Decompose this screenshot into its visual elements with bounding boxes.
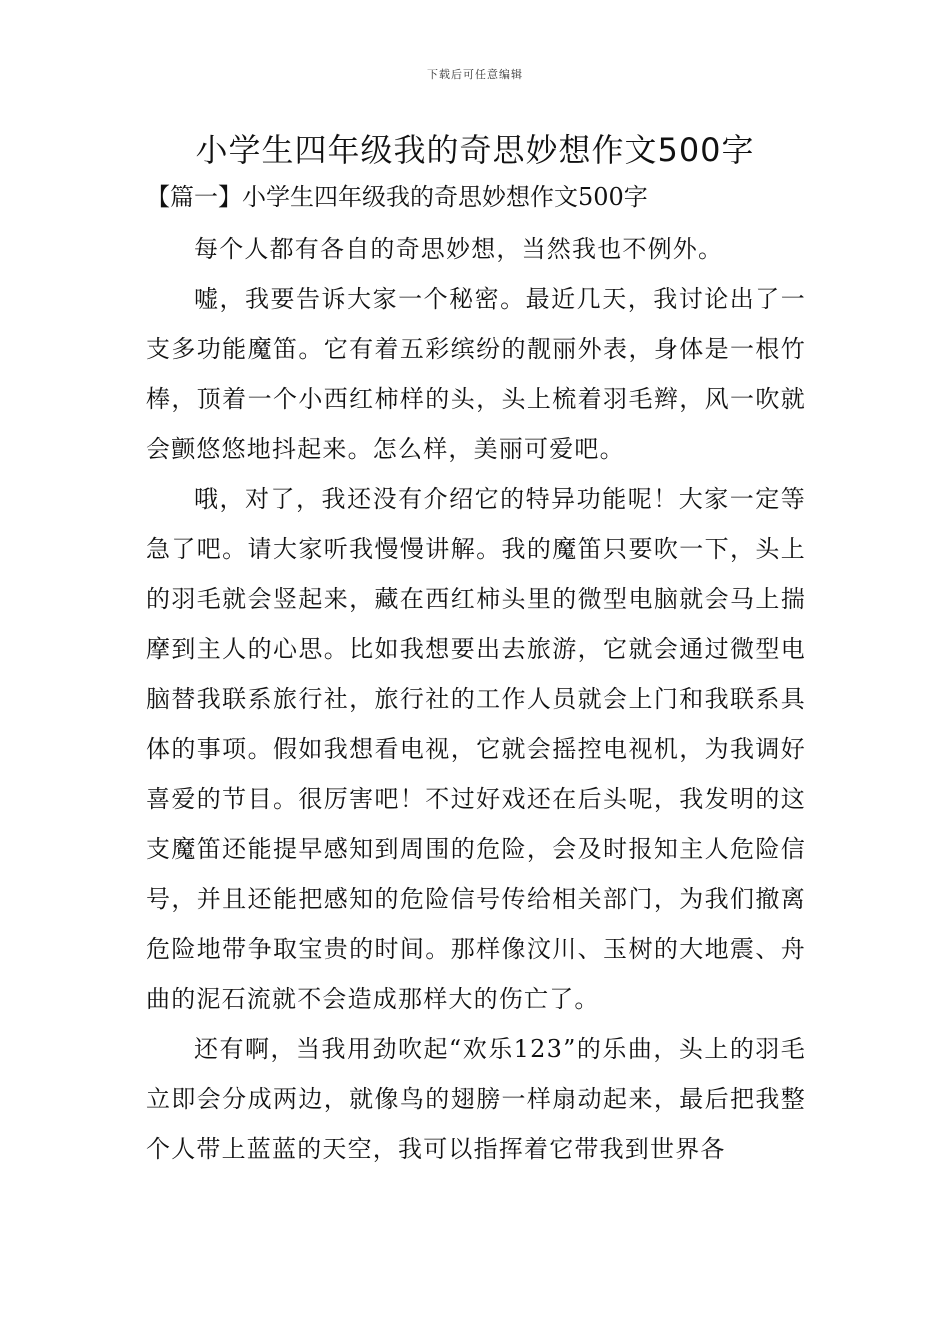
header-note: 下载后可任意编辑 — [427, 68, 523, 81]
paragraph: 哦，对了，我还没有介绍它的特异功能呢！大家一定等急了吧。请大家听我慢慢讲解。我的魔笛只要吹一下，头上的羽毛就会竖起来，藏在西红柿头里的微型电脑就会马上揣摩到主人的心思。比如我想要出去旅游，它就会通过微型电脑替我联系旅行社，旅行社的工作人员就会上门和我联系具体的事项。假如我想看电视，它就会摇控电视机，为我调好喜爱的节目。很厉害吧！不过好戏还在后头呢，我发明的这支魔笛还能提早感知到周围的危险，会及时报知主人危险信号，并且还能把感知的危险信号传给相关部门，为我们撤离危险地带争取宝贵的时间。那样像汶川、玉树的大地震、舟曲的泥石流就不会造成那样大的伤亡了。 — [146, 485, 806, 1013]
paragraph: 每个人都有各自的奇思妙想，当然我也不例外。 — [194, 235, 724, 263]
essay-body — [146, 224, 806, 1174]
paragraph: 还有啊，当我用劲吹起“欢乐123”的乐曲，头上的羽毛立即会分成两边，就像鸟的翅膀一样扇动起来，最后把我整个人带上蓝蓝的天空，我可以指挥着它带我到世界各 — [146, 1035, 806, 1163]
paragraph: 嘘，我要告诉大家一个秘密。最近几天，我讨论出了一支多功能魔笛。它有着五彩缤纷的靓丽外表，身体是一根竹棒，顶着一个小西红柿样的头，头上梳着羽毛辫，风一吹就会颤悠悠地抖起来。怎么样，美丽可爱吧。 — [146, 285, 806, 463]
document-title: 小学生四年级我的奇思妙想作文500字 — [195, 131, 755, 169]
section-heading: 【篇一】小学生四年级我的奇思妙想作文500字 — [146, 183, 648, 211]
